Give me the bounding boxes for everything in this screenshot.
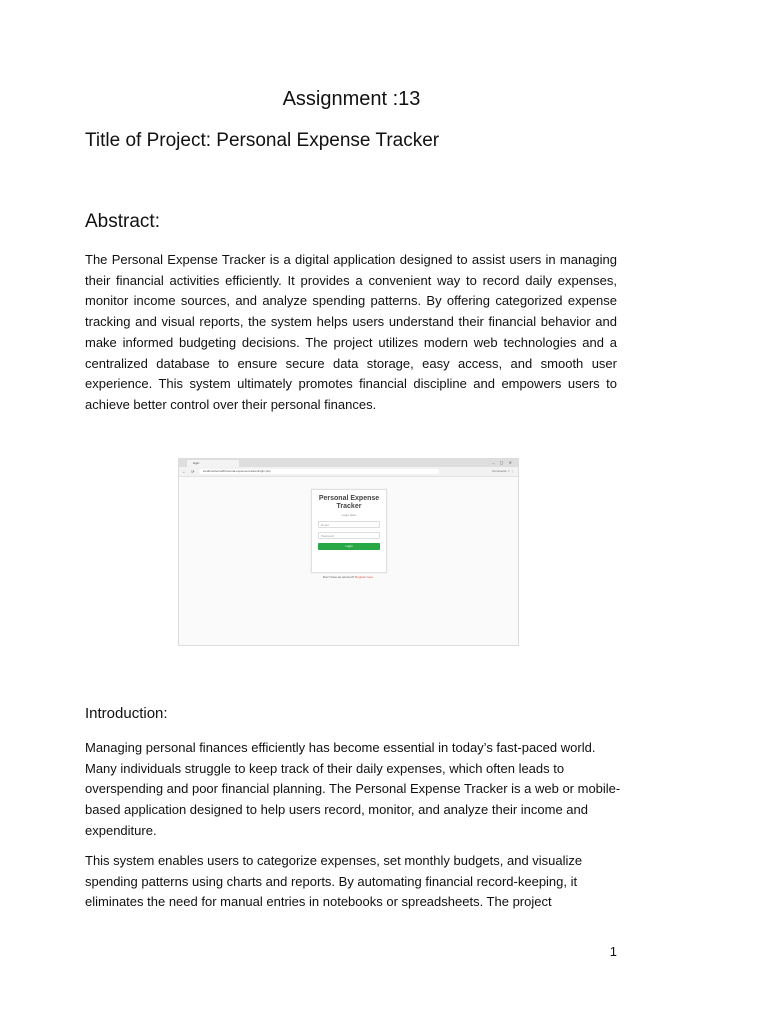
page-number: 1 [609, 944, 617, 959]
login-card [311, 489, 387, 573]
project-title: Title of Project: Personal Expense Tracker [85, 130, 440, 151]
introduction-paragraph-2: This system enables users to categorize expenses, set monthly budgets, and visualize spending patterns using charts and reports. By automating financial record-keeping, it eliminates the need for manual entries in notebooks or spreadsheets. The project [85, 853, 583, 910]
register-prompt [299, 575, 397, 579]
abstract-paragraph: The Personal Expense Tracker is a digital application designed to assist users in managing their financial activities efficiently. It provides a convenient way to record daily expenses, monitor income sources, and analyze spending patterns. By offering categorized expense tracking and visual reports, the system helps users understand their financial behavior and make informed budgeting decisions. The project utilizes modern web technologies and a centralized database to ensure secure data storage, easy access, and smooth user experience. This system ultimately promotes financial discipline and empowers users to achieve better control over their personal finances. [85, 252, 617, 412]
extension-icons: Comments ☆ ⋮ [492, 469, 514, 473]
browser-tab-bar [179, 459, 518, 467]
introduction-paragraph-1: Managing personal finances efficiently has become essential in today’s fast-paced world. Many individuals struggle to keep track of their daily expenses, which often leads to overspending and poor financial planning. The Personal Expense Tracker is a web or mobile-based application designed to help users record, monitor, and analyze their income and expenditure. [85, 740, 621, 838]
app-screenshot [178, 458, 519, 646]
abstract-heading: Abstract: [85, 211, 160, 232]
register-link: Register here [355, 575, 374, 579]
assignment-heading: Assignment :13 [282, 88, 421, 110]
introduction-heading: Introduction: [85, 705, 168, 722]
browser-url-bar [179, 467, 518, 477]
login-card-subtitle: Login Here [341, 513, 357, 517]
browser-tab: login [187, 460, 239, 467]
url-field: localhost/sccal/Personal-expense-tracker/login.php [199, 469, 439, 474]
password-field: Password [318, 532, 380, 539]
login-button: Login [318, 543, 380, 550]
email-field: Email [318, 521, 380, 528]
login-card-title: Personal Expense Tracker [318, 495, 380, 510]
nav-arrows-icon: ← ⟳ [182, 469, 197, 474]
register-prompt-text: Don't have an account? [322, 575, 355, 579]
window-controls-icon: – ▢ ✕ [492, 460, 514, 465]
comments-label: Comments [492, 469, 507, 473]
